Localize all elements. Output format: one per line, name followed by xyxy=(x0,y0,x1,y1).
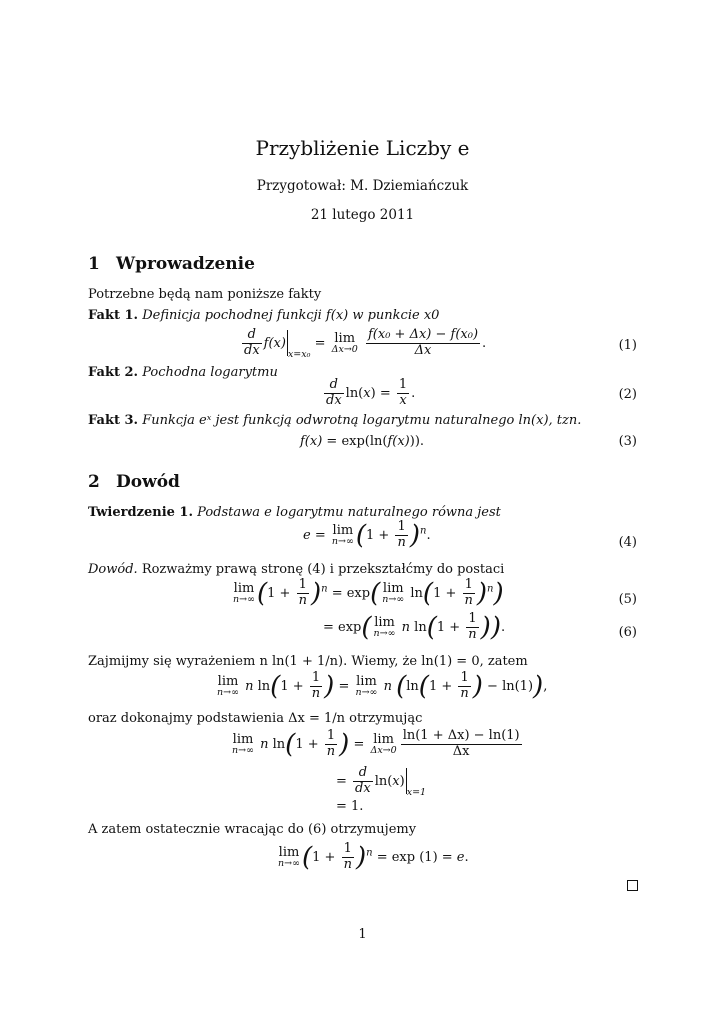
section-1-heading xyxy=(88,254,255,274)
fakt-2-text: Pochodna logarytmu xyxy=(142,365,278,380)
eq-number-5: (5) xyxy=(618,592,637,607)
fakt-3-text: Funkcja eˣ jest funkcją odwrotną logarytmu naturalnego ln(x), tzn. xyxy=(142,413,582,428)
fakt-2 xyxy=(88,365,278,380)
qed-square-icon xyxy=(627,880,638,891)
fakt-2-label: Fakt 2. xyxy=(88,365,139,380)
equation-8: lim n→∞ n ln(1 + $\frac{1}{n}$ ) = lim Δx→0 $\frac{\ln(1 + \Delta x) - \ln(1)}{\Delta x}$ xyxy=(232,728,520,760)
paragraph-3: A zatem ostatecznie wracając do (6) otrzymujemy xyxy=(88,822,417,837)
page-number: 1 xyxy=(358,927,367,942)
fakt-1-text: Definicja pochodnej funkcji f(x) w punkcie x0 xyxy=(142,308,440,323)
equation-6: = exp( lim n→∞ n ln(1 + $\frac{1}{n}$ )). xyxy=(323,611,506,643)
section-2-number: 2 xyxy=(88,472,100,492)
fakt-3-label: Fakt 3. xyxy=(88,413,139,428)
twierdzenie-text: Podstawa e logarytmu naturalnego równa jest xyxy=(197,505,501,520)
section-2-title: Dowód xyxy=(116,472,180,492)
equation-10: = 1. xyxy=(336,799,364,814)
equation-4: e = lim n→∞ (1 + $\frac{1}{n}$ )$^n$. xyxy=(303,519,431,551)
page-title: Przybliżenie Liczby e xyxy=(255,136,470,160)
equation-1: $\frac{d}{dx}$ $f(x)_{x=x_0} = \lim$ Δx→0 $\frac{\text{f(x₀ + Δx) − f(x₀)}}{\Delta x}$ . xyxy=(244,327,487,360)
eq-number-3: (3) xyxy=(618,434,637,449)
proof-label: Dowód. xyxy=(88,562,138,577)
section-1-title: Wprowadzenie xyxy=(116,254,255,274)
equation-9: = $\frac{d}{dx}$ $\ln(x)_{x=1}$ xyxy=(336,765,427,798)
equation-3: f(x) = exp(ln(f(x))). xyxy=(300,434,425,449)
paragraph-1: Zajmijmy się wyrażeniem n ln(1 + 1/n). Wiemy, że ln(1) = 0, zatem xyxy=(88,654,528,669)
date: 21 lutego 2011 xyxy=(310,207,415,223)
author: Przygotował: M. Dziemiańczuk xyxy=(256,178,469,194)
equation-5: lim n→∞ (1 + $\frac{1}{n}$ )$^n$ = exp( lim n→∞ ln(1 + $\frac{1}{n}$ )$^n$) xyxy=(233,577,504,609)
eq-number-2: (2) xyxy=(618,387,637,402)
fakt-1-label: Fakt 1. xyxy=(88,308,139,323)
fakt-1 xyxy=(88,308,439,323)
equation-11: lim n→∞ (1 + $\frac{1}{n}$ )$^n$ = exp (1) = e. xyxy=(278,841,469,873)
twierdzenie-label: Twierdzenie 1. xyxy=(88,505,193,520)
proof-text: Rozważmy prawą stronę (4) i przekształćmy do postaci xyxy=(141,562,505,577)
eq-number-6: (6) xyxy=(618,625,637,640)
eq-number-1: (1) xyxy=(618,338,637,353)
equation-2: $\frac{d}{dx}$ ln(x) = $\frac{1}{x}$ . xyxy=(326,377,416,408)
section-1-number: 1 xyxy=(88,254,100,274)
fakt-3 xyxy=(88,413,581,428)
proof-intro xyxy=(88,562,504,577)
intro-text: Potrzebne będą nam poniższe fakty xyxy=(88,287,322,302)
eq-number-4: (4) xyxy=(618,535,637,550)
equation-7: lim n→∞ n ln(1 + $\frac{1}{n}$ ) = lim n→∞ n (ln(1 + $\frac{1}{n}$ ) − ln(1)), xyxy=(217,670,548,702)
paragraph-2: oraz dokonajmy podstawienia Δx = 1/n otrzymując xyxy=(88,711,423,726)
section-2-heading xyxy=(88,472,180,492)
twierdzenie xyxy=(88,505,501,520)
